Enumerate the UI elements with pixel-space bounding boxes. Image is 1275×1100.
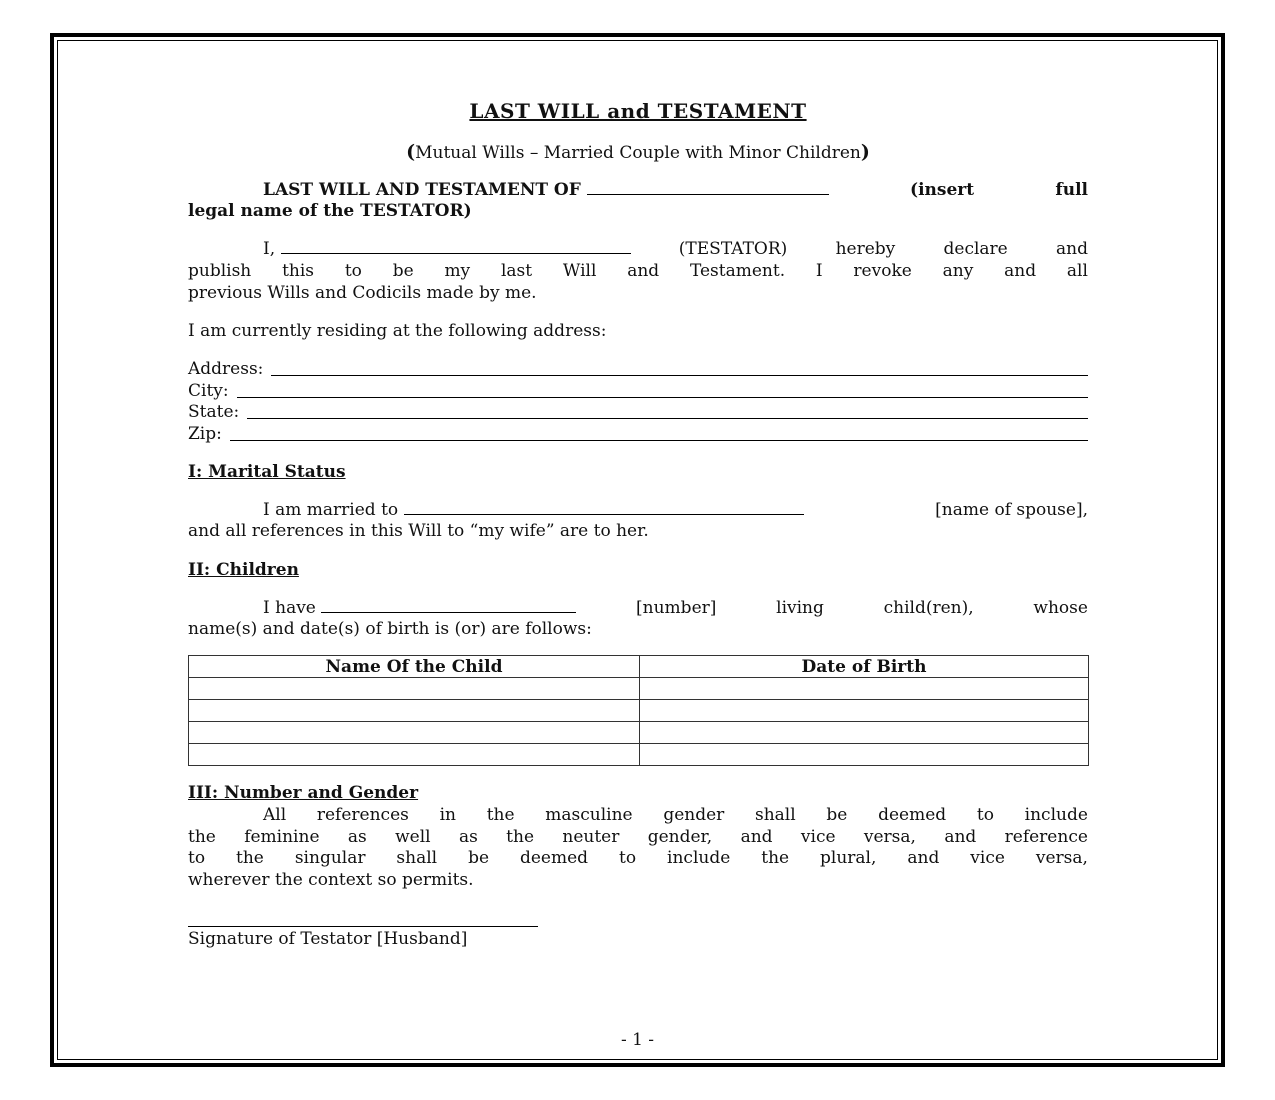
paragraph-word: and [1004,261,1037,281]
paragraph-word: any [942,261,974,281]
child-dob-cell[interactable] [640,744,1089,766]
paragraph-word: to [188,848,206,868]
paragraph-word: and [907,848,940,868]
child-dob-cell[interactable] [640,678,1089,700]
paragraph-word: singular [294,848,366,868]
children-word: [number] [636,598,717,618]
decl-word: declare [943,239,1008,259]
paragraph-word: vice [800,827,836,847]
table-header-row [189,656,1089,678]
subtitle-text: Mutual Wills – Married Couple with Minor Children [415,143,861,163]
children-line2: name(s) and date(s) of birth is (or) are follows: [188,619,592,639]
paragraph-word: be [468,848,490,868]
heading-full-word: full [1055,180,1088,200]
paragraph-word: All [263,805,287,825]
declaration-line2 [188,260,1088,282]
paragraph-word: publish [188,261,252,281]
paragraph-word: the [761,848,790,868]
paragraph-word: revoke [853,261,912,281]
state-input-line[interactable] [247,402,1088,419]
state-field [188,401,1088,423]
zip-input-line[interactable] [230,424,1088,441]
paragraph-word: plural, [820,848,877,868]
signature-line[interactable] [188,926,538,927]
children-word: child(ren), [883,598,974,618]
child-name-cell[interactable] [189,678,640,700]
paragraph-word: shall [396,848,438,868]
testator-heading-line1 [188,179,1088,201]
paragraph-word: last [500,261,533,281]
paragraph-word: to [619,848,637,868]
table-row [189,678,1089,700]
decl-word: (TESTATOR) [678,239,788,259]
heading-insert-word: (insert [910,180,975,200]
city-input-line[interactable] [237,381,1088,398]
children-table [188,655,1089,766]
paragraph-word: Will [562,261,597,281]
gender-line3 [188,847,1088,869]
paragraph-word: as [347,827,367,847]
column-header-dob: Date of Birth [640,656,1089,678]
decl-word: hereby [835,239,896,259]
child-dob-cell[interactable] [640,722,1089,744]
paragraph-word: in [439,805,456,825]
child-name-cell[interactable] [189,722,640,744]
children-word: living [776,598,824,618]
document-title: LAST WILL and TESTAMENT [469,99,807,123]
address-input-line[interactable] [271,359,1088,376]
paragraph-word: and [740,827,773,847]
table-row [189,744,1089,766]
document-subtitle: (Mutual Wills – Married Couple with Minor Children) [406,141,870,163]
spouse-name-hint: [name of spouse], [935,500,1088,520]
section-marital-status-title: I: Marital Status [188,462,346,482]
paragraph-word: masculine [545,805,633,825]
paragraph-word: shall [755,805,796,825]
paragraph-word: be [392,261,414,281]
testator-heading-line2: legal name of the TESTATOR) [188,201,472,221]
address-intro: I am currently residing at the following address: [188,321,607,341]
paragraph-word: this [282,261,315,281]
paragraph-word: Testament. [689,261,786,281]
section-number-gender-title: III: Number and Gender [188,783,419,803]
table-row [189,722,1089,744]
paragraph-word: neuter [562,827,620,847]
i-have-text: I have [263,598,316,618]
paragraph-word: well [395,827,431,847]
paragraph-word: deemed [878,805,947,825]
marital-line1 [188,499,1088,521]
paragraph-word: to [344,261,362,281]
child-dob-cell[interactable] [640,700,1089,722]
child-name-cell[interactable] [189,700,640,722]
state-label: State: [188,402,240,422]
paragraph-word: the [486,805,515,825]
paragraph-word: versa, [863,827,916,847]
city-label: City: [188,381,229,401]
paragraph-word: my [444,261,471,281]
decl-word: and [1056,239,1088,259]
paragraph-word: include [667,848,731,868]
paragraph-word: include [1024,805,1088,825]
children-line1 [188,597,1088,619]
declaration-line1 [188,238,1088,260]
paragraph-word: versa, [1035,848,1088,868]
city-field [188,380,1088,402]
gender-line2 [188,826,1088,848]
declarant-name-blank[interactable] [281,239,631,254]
page-number: - 1 - [620,1030,655,1050]
address-field [188,358,1088,380]
address-label: Address: [188,359,264,379]
paragraph-word: feminine [244,827,320,847]
section-children-title: II: Children [188,560,299,580]
marital-line2: and all references in this Will to “my wife” are to her. [188,521,649,541]
zip-field [188,423,1088,445]
paragraph-word: gender [663,805,725,825]
gender-line1 [188,804,1088,826]
spouse-name-blank[interactable] [404,500,804,515]
paragraph-word: reference [1004,827,1088,847]
children-word: whose [1033,598,1088,618]
paragraph-word: all [1066,261,1088,281]
paragraph-word: and [627,261,660,281]
column-header-name: Name Of the Child [189,656,640,678]
paragraph-word: vice [970,848,1005,868]
paragraph-word: the [506,827,535,847]
paragraph-word: as [458,827,478,847]
paragraph-word: deemed [519,848,589,868]
paragraph-word: be [826,805,848,825]
paragraph-word: I [815,261,823,281]
number-children-blank[interactable] [321,598,576,613]
paragraph-word: gender, [647,827,713,847]
paragraph-word: references [316,805,409,825]
table-row [189,700,1089,722]
paragraph-word: to [976,805,994,825]
heading-prefix: LAST WILL AND TESTAMENT OF [263,180,581,200]
married-to-text: I am married to [263,500,399,520]
declaration-line3: previous Wills and Codicils made by me. [188,283,537,303]
testator-name-blank[interactable] [587,180,829,195]
decl-word: I, [263,239,276,259]
paragraph-word: and [944,827,977,847]
signature-label: Signature of Testator [Husband] [188,929,468,949]
child-name-cell[interactable] [189,744,640,766]
zip-label: Zip: [188,424,222,444]
gender-line4: wherever the context so permits. [188,870,474,890]
paragraph-word: the [188,827,216,847]
paragraph-word: the [236,848,264,868]
